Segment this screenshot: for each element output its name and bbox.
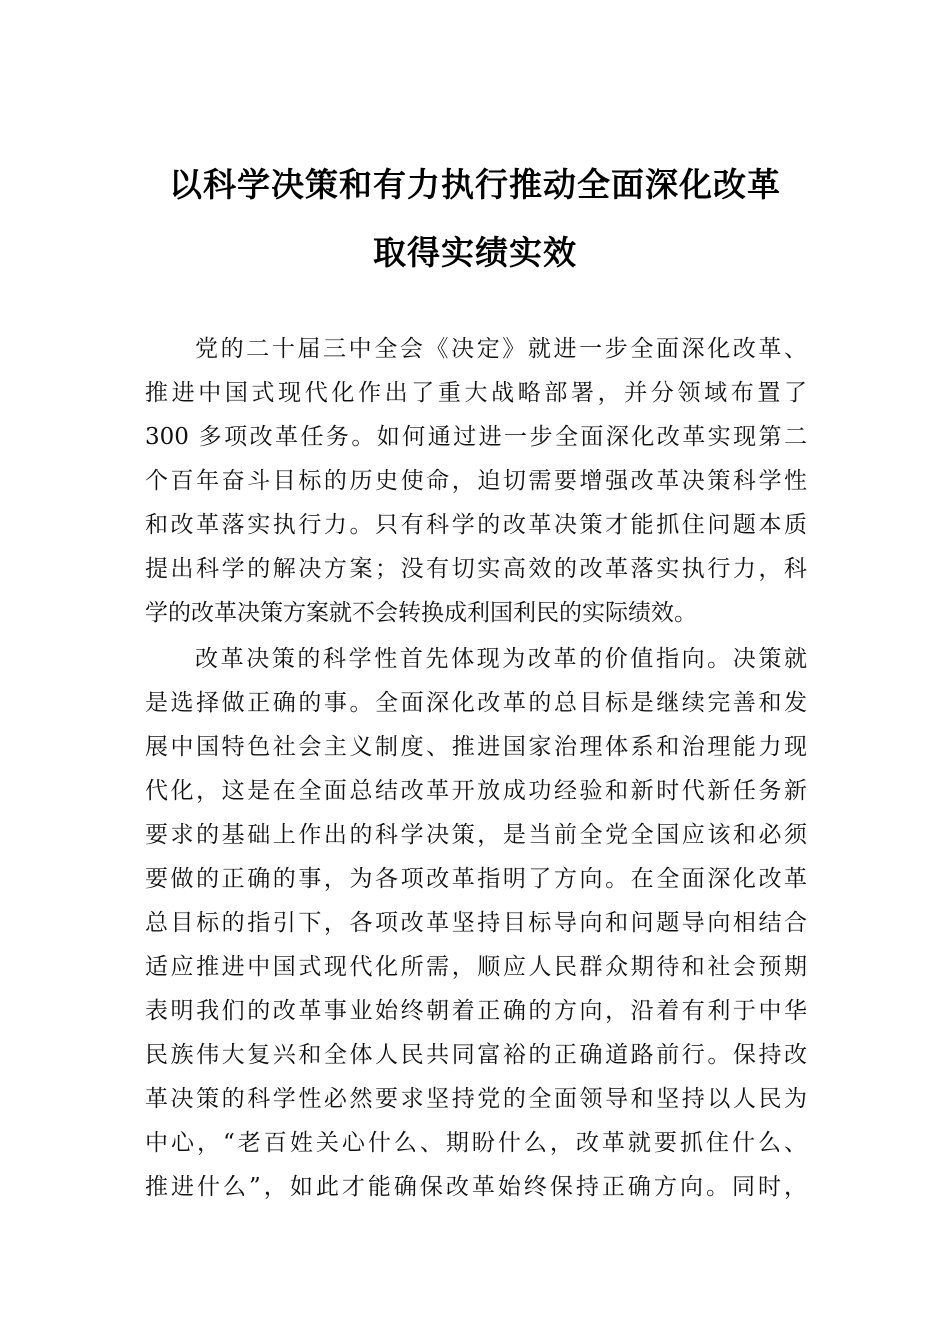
document-title-line-1: 以科学决策和有力执行推动全面深化改革 — [169, 165, 781, 204]
paragraph-line: 民族伟大复兴和全体人民共同富裕的正确道路前行。保持改 — [145, 1042, 807, 1068]
paragraph-line: 革决策的科学性必然要求坚持党的全面领导和坚持以人民为 — [145, 1086, 807, 1112]
paragraph-line: 展中国特色社会主义制度、推进国家治理体系和治理能力现 — [145, 734, 807, 760]
paragraph-line: 适应推进中国式现代化所需，顺应人民群众期待和社会预期 — [145, 954, 807, 980]
paragraph-line: 代化，这是在全面总结改革开放成功经验和新时代新任务新 — [145, 778, 807, 804]
paragraph-line: 提出科学的解决方案；没有切实高效的改革落实执行力，科 — [145, 556, 807, 582]
paragraph-line: 表明我们的改革事业始终朝着正确的方向，沿着有利于中华 — [145, 998, 807, 1024]
paragraph-line: 中心，“老百姓关心什么、期盼什么，改革就要抓住什么、 — [145, 1130, 807, 1156]
paragraph-line: 改革决策的科学性首先体现为改革的价值指向。决策就 — [195, 646, 807, 672]
paragraph-line: 推进中国式现代化作出了重大战略部署，并分领域布置了 — [145, 380, 807, 406]
paragraph-line: 要求的基础上作出的科学决策，是当前全党全国应该和必须 — [145, 822, 807, 848]
paragraph-line: 总目标的指引下，各项改革坚持目标导向和问题导向相结合 — [145, 910, 807, 936]
paragraph-line: 个百年奋斗目标的历史使命，迫切需要增强改革决策科学性 — [145, 468, 807, 494]
paragraph-line: 是选择做正确的事。全面深化改革的总目标是继续完善和发 — [145, 690, 807, 716]
paragraph-line: 和改革落实执行力。只有科学的改革决策才能抓住问题本质 — [145, 512, 807, 538]
paragraph-line: 要做的正确的事，为各项改革指明了方向。在全面深化改革 — [145, 866, 807, 892]
paragraph-line: 300 多项改革任务。如何通过进一步全面深化改革实现第二 — [145, 424, 807, 450]
paragraph-line: 学的改革决策方案就不会转换成利国利民的实际绩效。 — [145, 600, 697, 626]
paragraph-line: 党的二十届三中全会《决定》就进一步全面深化改革、 — [195, 336, 807, 362]
document-title-line-2: 取得实绩实效 — [373, 233, 577, 272]
paragraph-line: 推进什么”，如此才能确保改革始终保持正确方向。同时， — [145, 1174, 807, 1200]
